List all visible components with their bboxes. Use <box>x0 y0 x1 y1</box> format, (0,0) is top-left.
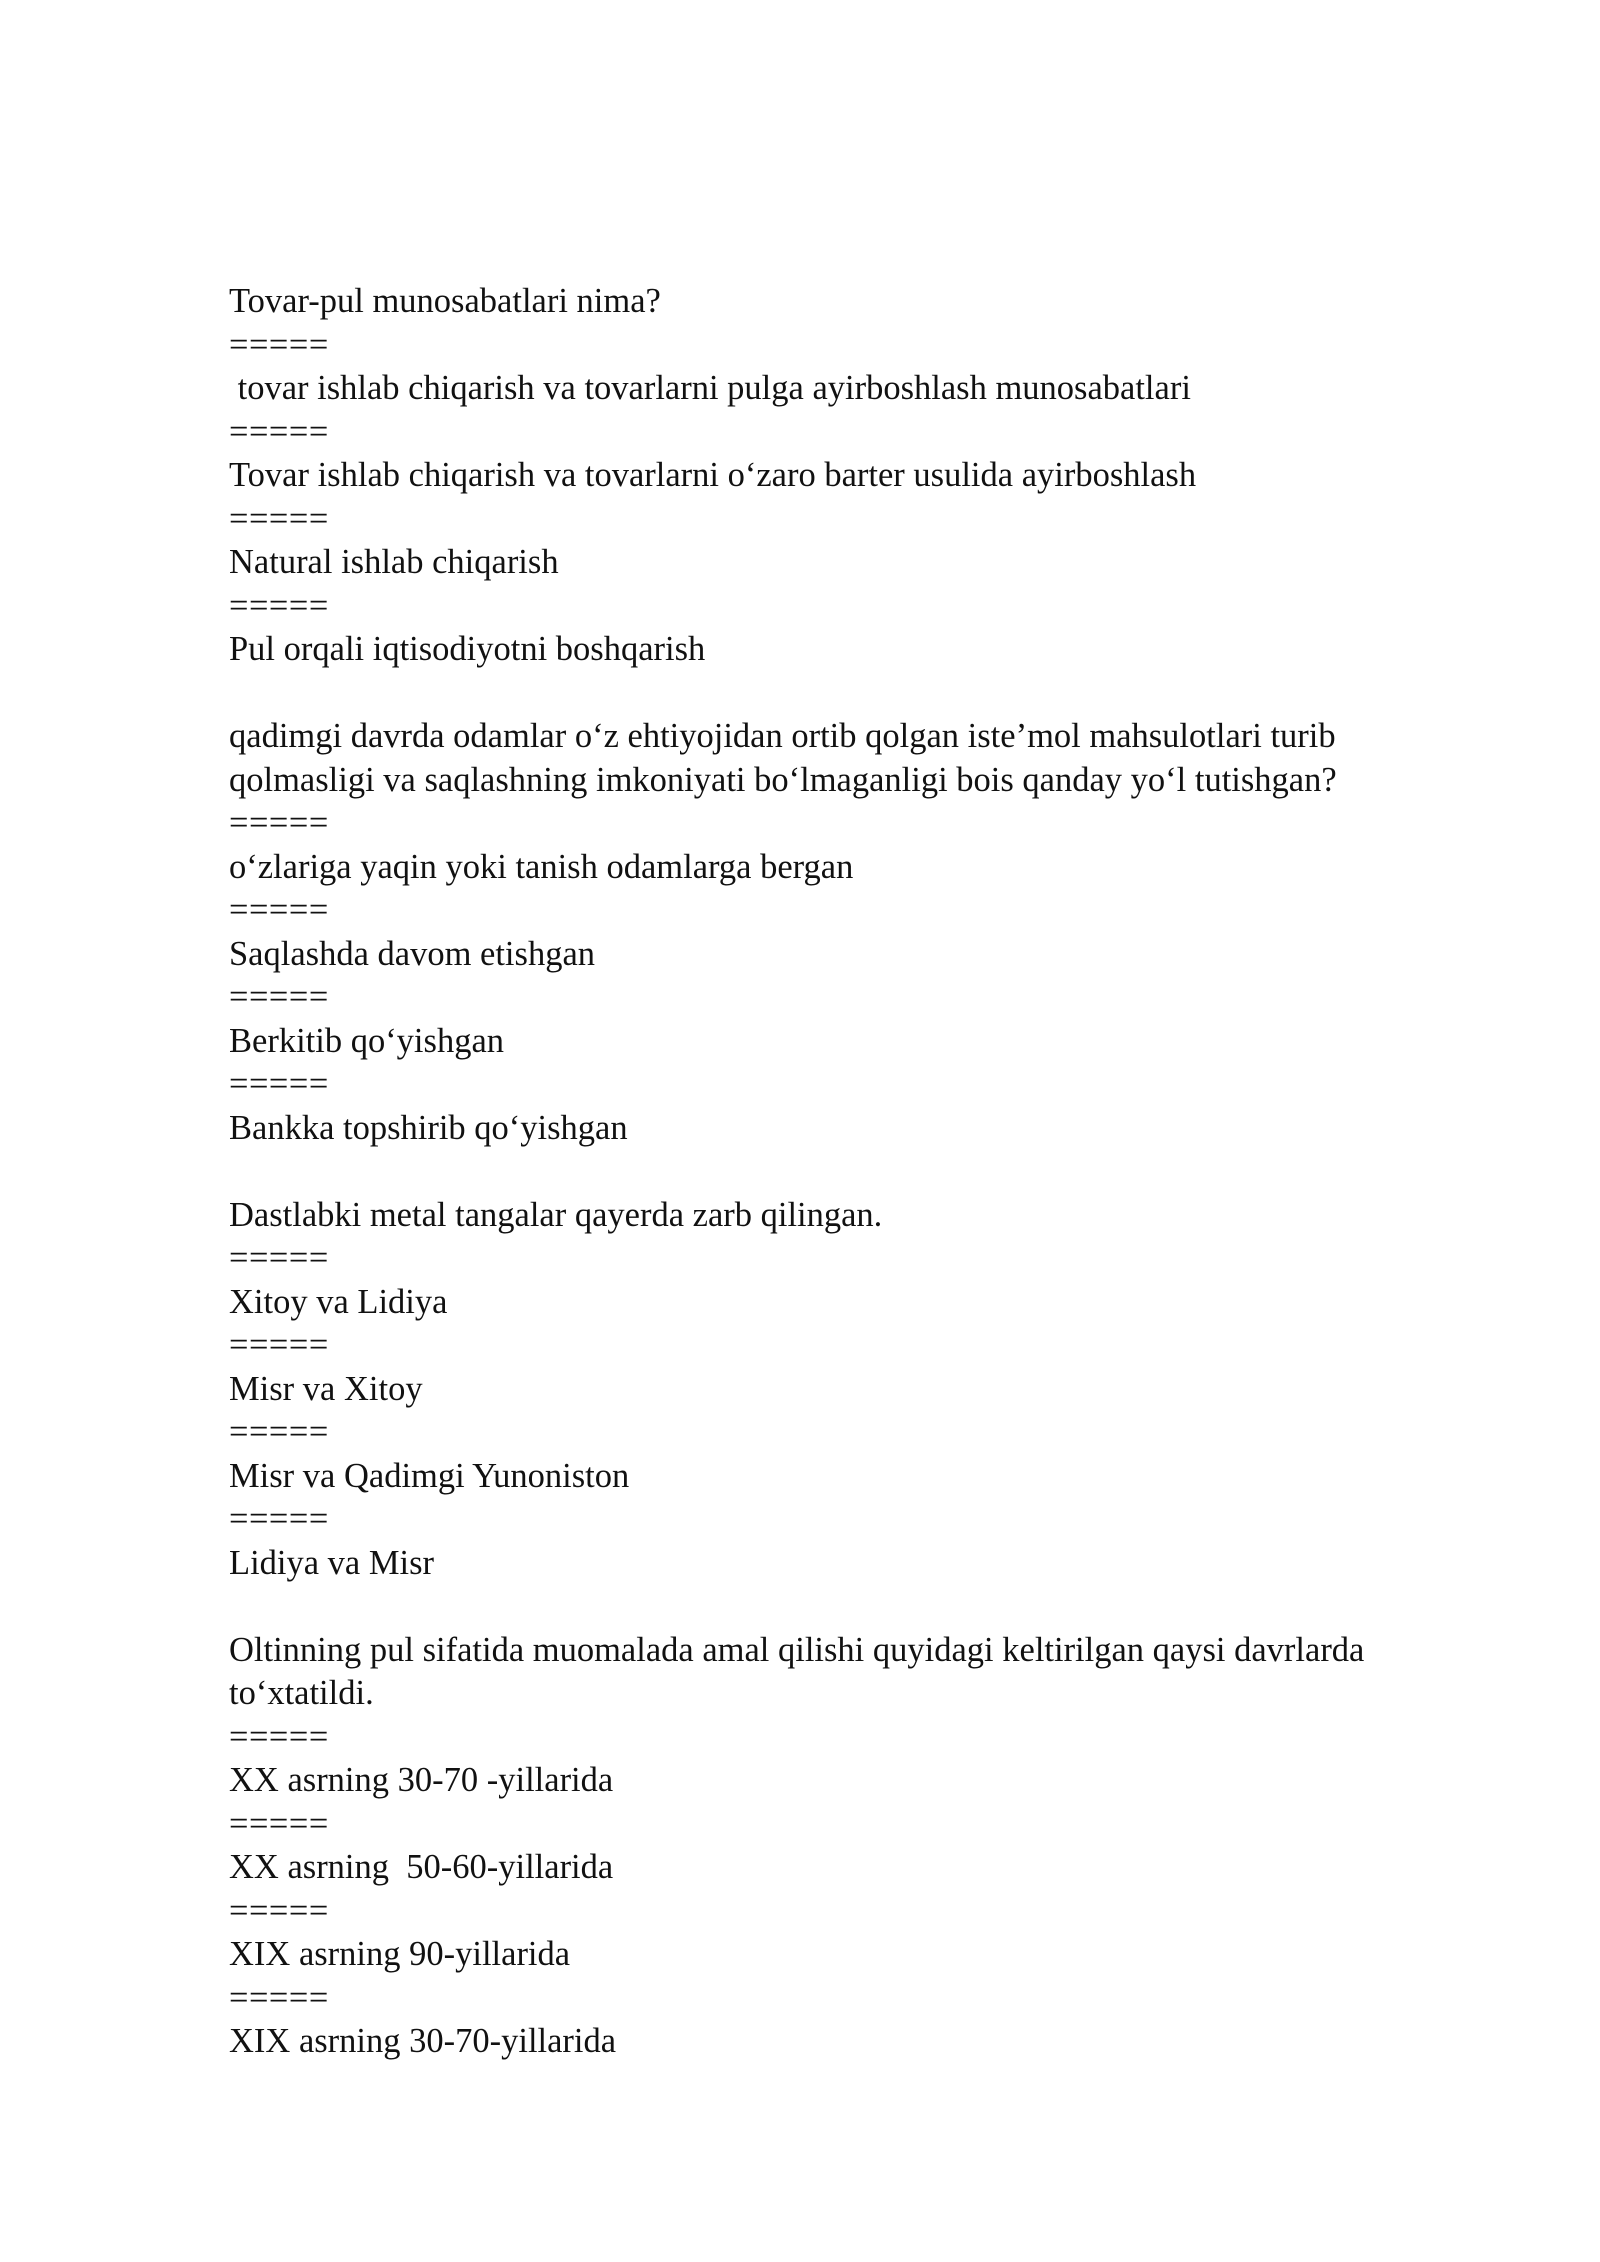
separator: ===== <box>229 412 329 451</box>
document-body <box>229 280 1469 2064</box>
answer-option: XIX asrning 90-yillarida <box>229 1935 571 1973</box>
question-block <box>229 280 1469 672</box>
separator: ===== <box>229 1717 329 1756</box>
separator: ===== <box>229 1239 329 1277</box>
separator: ===== <box>229 325 329 364</box>
answer-option: Berkitib qo‘yishgan <box>229 1021 505 1060</box>
separator: ===== <box>229 1065 329 1103</box>
question-block <box>229 1194 1469 1586</box>
question-block <box>229 1629 1469 2064</box>
question-text: Oltinning pul sifatida muomalada amal qilishi quyidagi keltirilgan qaysi davrlarda to‘xtatildi. <box>229 1630 1373 1712</box>
separator: ===== <box>229 1326 329 1364</box>
question-text: Tovar-pul munosabatlari nima? <box>229 282 661 320</box>
answer-option: tovar ishlab chiqarish va tovarlarni pulga ayirboshlash munosabatlari <box>229 369 1191 407</box>
question-text: Dastlabki metal tangalar qayerda zarb qilingan. <box>229 1195 883 1234</box>
answer-option: XIX asrning 30-70-yillarida <box>229 2022 617 2060</box>
separator: ===== <box>229 499 329 538</box>
separator: ===== <box>229 804 329 842</box>
answer-option: Saqlashda davom etishgan <box>229 934 596 973</box>
answer-option: Misr va Qadimgi Yunoniston <box>229 1456 630 1495</box>
answer-option: XX asrning 50-60-yillarida <box>229 1848 614 1886</box>
question-text: qadimgi davrda odamlar o‘z ehtiyojidan ortib qolgan iste’mol mahsulotlari turib qolmasligi va saqlashning imkoniyati bo‘lmaganligi bois qanday yo‘l tutishgan? <box>229 717 1345 799</box>
answer-option: Bankka topshirib qo‘yishgan <box>229 1108 628 1147</box>
answer-option: Lidiya va Misr <box>229 1543 435 1582</box>
answer-option: Tovar ishlab chiqarish va tovarlarni o‘zaro barter usulida ayirboshlash <box>229 456 1197 494</box>
answer-option: Natural ishlab chiqarish <box>229 543 559 581</box>
answer-option: o‘zlariga yaqin yoki tanish odamlarga bergan <box>229 847 854 886</box>
question-block <box>229 715 1469 1150</box>
separator: ===== <box>229 1413 329 1451</box>
answer-option: Xitoy va Lidiya <box>229 1282 448 1321</box>
answer-option: Misr va Xitoy <box>229 1369 423 1408</box>
separator: ===== <box>229 586 329 625</box>
separator: ===== <box>229 891 329 929</box>
separator: ===== <box>229 1978 329 2017</box>
answer-option: XX asrning 30-70 -yillarida <box>229 1761 614 1799</box>
separator: ===== <box>229 1804 329 1843</box>
separator: ===== <box>229 1500 329 1538</box>
separator: ===== <box>229 978 329 1016</box>
separator: ===== <box>229 1891 329 1930</box>
answer-option: Pul orqali iqtisodiyotni boshqarish <box>229 630 706 668</box>
